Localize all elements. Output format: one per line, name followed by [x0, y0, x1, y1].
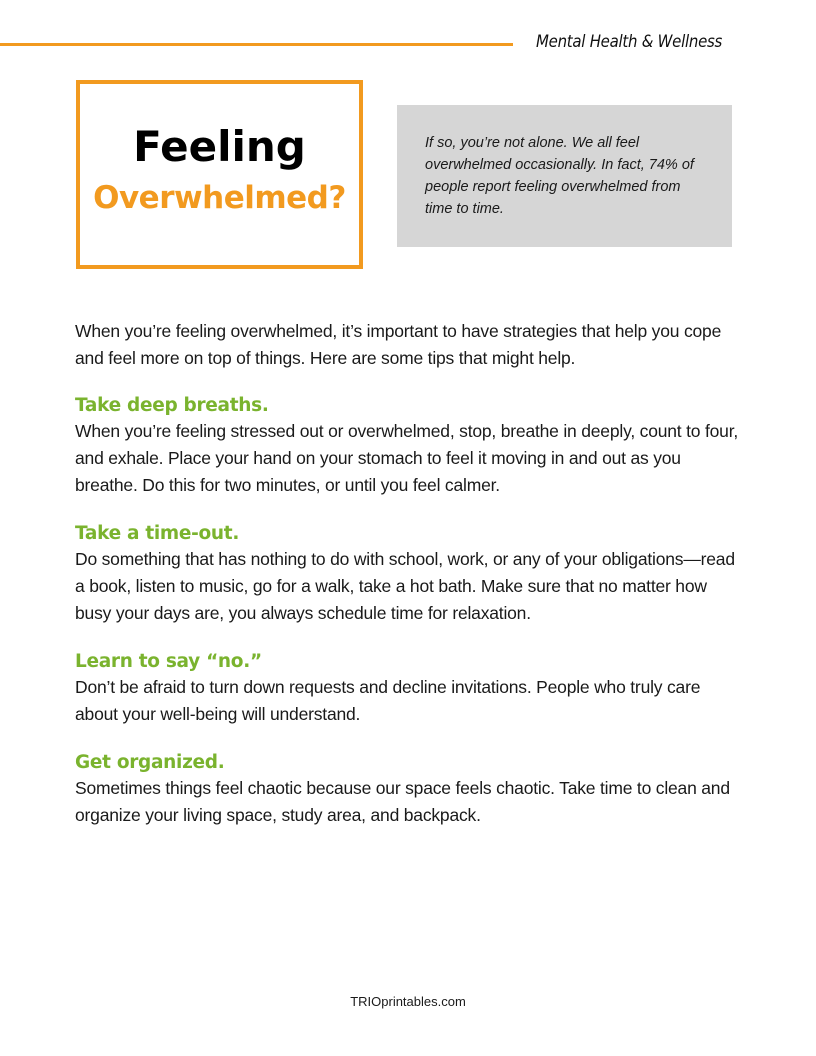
- page-title-line2: Overwhelmed?: [93, 180, 346, 216]
- tip-heading: Take deep breaths.: [75, 395, 269, 416]
- callout-text: If so, you’re not alone. We all feel overwhelmed occasionally. In fact, 74% of people report feeling overwhelmed from time to time.: [425, 135, 694, 217]
- tip-body: Don’t be afraid to turn down requests and decline invitations. People who truly care about your well-being will understand.: [75, 677, 701, 724]
- tip-body: Do something that has nothing to do with school, work, or any of your obligations—read a book, listen to music, go for a walk, take a hot bath. Make sure that no matter how busy your days are, you always schedule time for relaxation.: [75, 549, 735, 623]
- tip-section-deep-breaths: [75, 393, 745, 499]
- callout-box: [397, 105, 732, 247]
- main-content: [75, 318, 745, 851]
- footer-site: TRIOprintables.com: [350, 994, 466, 1009]
- page-title-line1: Feeling: [133, 122, 306, 171]
- tip-section-get-organized: [75, 750, 745, 829]
- tip-body: When you’re feeling stressed out or overwhelmed, stop, breathe in deeply, count to four, and exhale. Place your hand on your stomach to feel it moving in and out as you breathe. Do this for two minutes, or until you feel calmer.: [75, 421, 739, 495]
- tip-section-time-out: [75, 521, 745, 627]
- header-category-label: Mental Health & Wellness: [536, 32, 723, 52]
- tip-heading: Get organized.: [75, 752, 225, 773]
- tip-section-say-no: [75, 649, 745, 728]
- tip-body: Sometimes things feel chaotic because our space feels chaotic. Take time to clean and organize your living space, study area, and backpack.: [75, 778, 730, 825]
- tip-heading: Take a time-out.: [75, 523, 240, 544]
- tip-heading: Learn to say “no.”: [75, 651, 262, 672]
- title-box: [76, 80, 363, 269]
- intro-paragraph: When you’re feeling overwhelmed, it’s important to have strategies that help you cope and feel more on top of things. Here are some tips that might help.: [75, 321, 722, 368]
- header-rule: [0, 43, 513, 46]
